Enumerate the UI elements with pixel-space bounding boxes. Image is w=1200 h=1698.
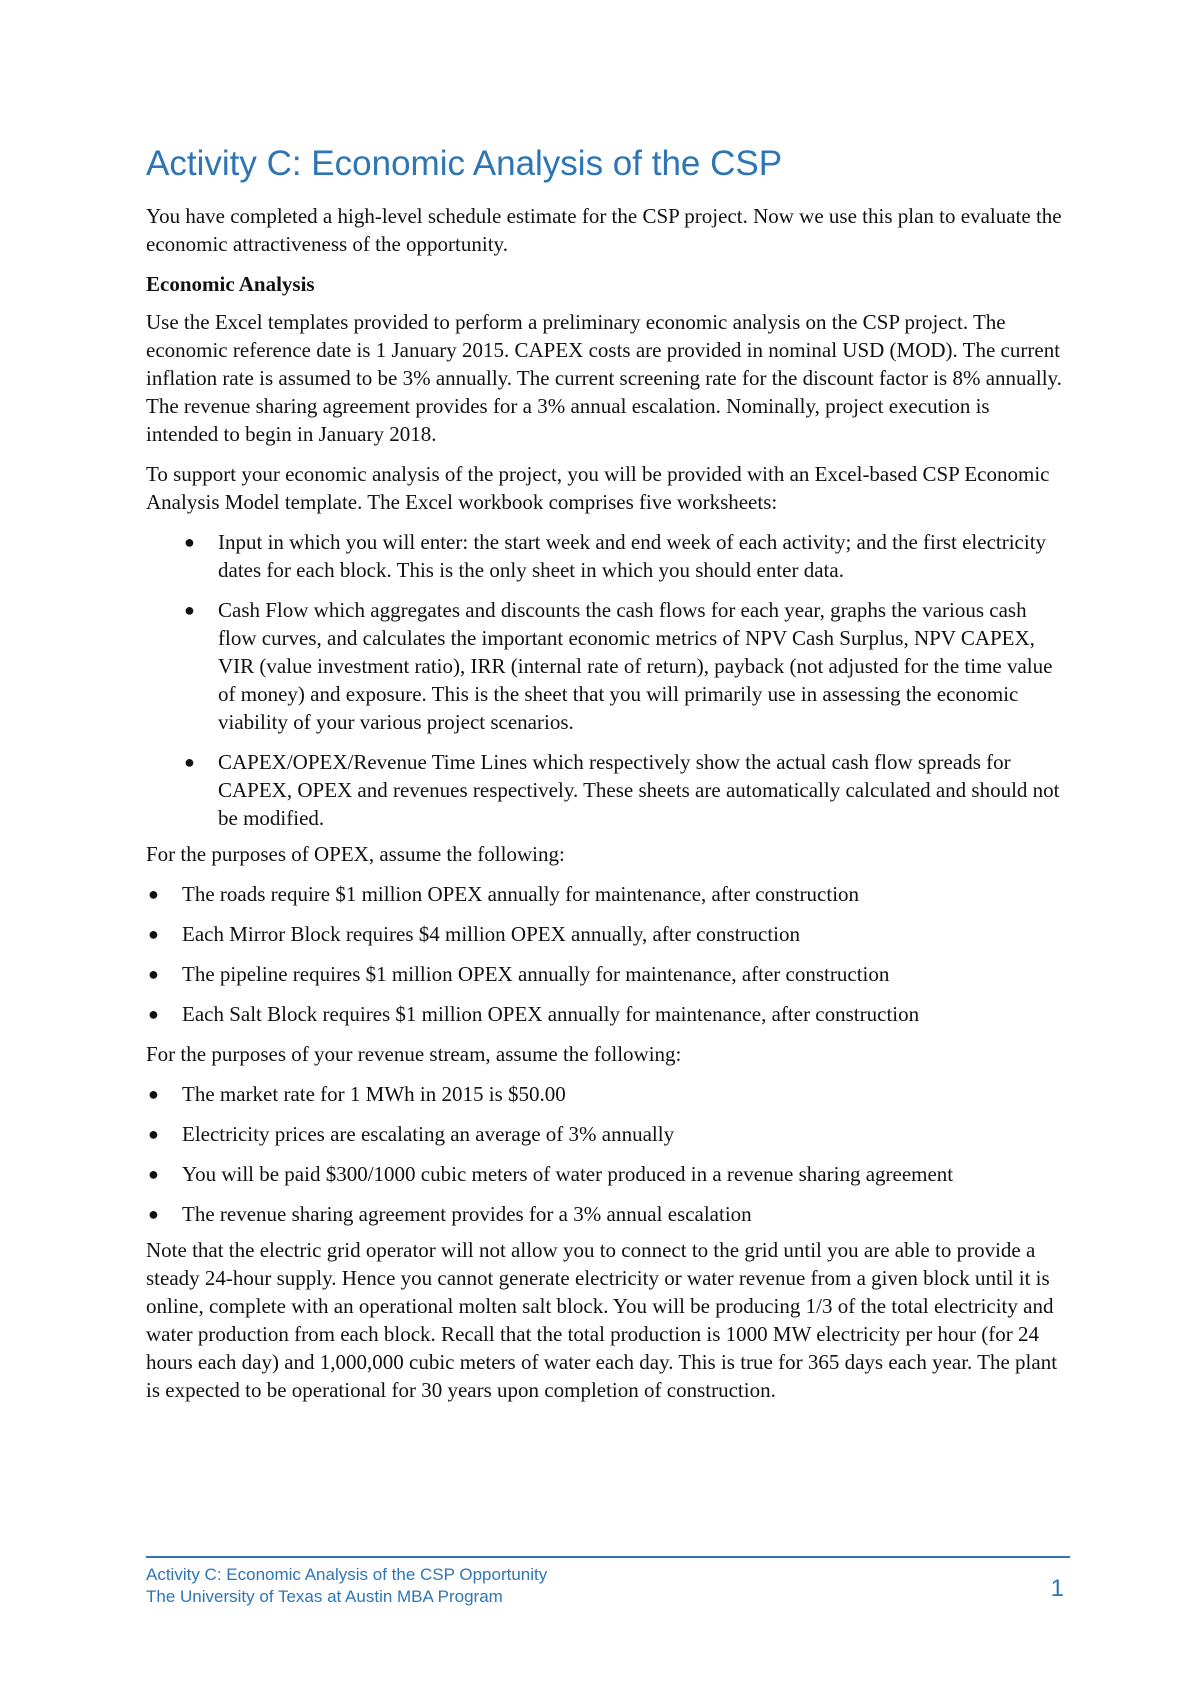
list-item: ● The roads require $1 million OPEX annually for maintenance, after construction [148, 882, 860, 906]
bullet-icon: ● [148, 924, 159, 944]
support-paragraph: To support your economic analysis of the project, you will be provided with an Excel-based CSP Economic Analysis Model template. The Excel workbook comprises five worksheets: [146, 462, 1050, 514]
revenue-intro: For the purposes of your revenue stream, assume the following: [146, 1042, 682, 1066]
bullet-icon: ● [148, 884, 159, 904]
bullet-icon: ● [148, 1084, 159, 1104]
bullet-icon: ● [148, 1204, 159, 1224]
list-item: ● Cash Flow which aggregates and discounts the cash flows for each year, graphs the various cash flow curves, and calculates the important economic metrics of NPV Cash Surplus, NPV CAPEX, VIR (value investment ratio), IRR (internal rate of return), payback (not adjusted for the time value of money) and exposure. This is the sheet that you will primarily use in assessing the economic viability of your various project scenarios. [184, 598, 1053, 734]
section-heading: Economic Analysis [146, 272, 315, 296]
worksheet-list [146, 528, 1066, 832]
note-paragraph: Note that the electric grid operator will not allow you to connect to the grid until you are able to provide a steady 24-hour supply. Hence you cannot generate electricity or water revenue from a given block until it is online, complete with an operational molten salt block. You will be producing 1/3 of the total electricity and water production from each block. Recall that the total production is 1000 MW electricity per hour (for 24 hours each day) and 1,000,000 cubic meters of water each day. This is true for 365 days each year. The plant is expected to be operational for 30 years upon completion of construction. [146, 1238, 1058, 1402]
bullet-icon: ● [184, 600, 195, 620]
footer-line-1: Activity C: Economic Analysis of the CSP Opportunity [146, 1565, 548, 1584]
bullet-icon: ● [148, 964, 159, 984]
bullet-icon: ● [184, 532, 195, 552]
list-item: ● Electricity prices are escalating an average of 3% annually [148, 1122, 675, 1146]
list-item: ● CAPEX/OPEX/Revenue Time Lines which respectively show the actual cash flow spreads for CAPEX, OPEX and revenues respectively. These sheets are automatically calculated and should not be modified. [184, 750, 1060, 830]
page-title: Activity C: Economic Analysis of the CSP [146, 144, 783, 183]
footer-line-2: The University of Texas at Austin MBA Program [146, 1587, 503, 1606]
document-page [146, 142, 1066, 1416]
revenue-list [146, 1080, 1066, 1228]
bullet-icon: ● [148, 1164, 159, 1184]
list-item: ● Input in which you will enter: the start week and end week of each activity; and the first electricity dates for each block. This is the only sheet in which you should enter data. [184, 530, 1047, 582]
bullet-icon: ● [148, 1124, 159, 1144]
list-item: ● The pipeline requires $1 million OPEX annually for maintenance, after construction [148, 962, 890, 986]
bullet-icon: ● [148, 1004, 159, 1024]
list-item: ● The market rate for 1 MWh in 2015 is $50.00 [148, 1082, 566, 1106]
page-number: 1 [1050, 1575, 1064, 1602]
list-item: ● Each Mirror Block requires $4 million OPEX annually, after construction [148, 922, 800, 946]
opex-list [146, 880, 1066, 1028]
list-item: ● Each Salt Block requires $1 million OPEX annually for maintenance, after construction [148, 1002, 920, 1026]
footer-divider [146, 1556, 1070, 1558]
analysis-paragraph: Use the Excel templates provided to perform a preliminary economic analysis on the CSP project. The economic reference date is 1 January 2015. CAPEX costs are provided in nominal USD (MOD). The current inflation rate is assumed to be 3% annually. The current screening rate for the discount factor is 8% annually. The revenue sharing agreement provides for a 3% annual escalation. Nominally, project execution is intended to begin in January 2018. [146, 310, 1062, 446]
list-item: ● The revenue sharing agreement provides for a 3% annual escalation [148, 1202, 752, 1226]
page-footer [146, 1564, 1070, 1608]
bullet-icon: ● [184, 752, 195, 772]
intro-paragraph: You have completed a high-level schedule estimate for the CSP project. Now we use this plan to evaluate the economic attractiveness of the opportunity. [146, 204, 1062, 256]
list-item: ● You will be paid $300/1000 cubic meters of water produced in a revenue sharing agreement [148, 1162, 954, 1186]
opex-intro: For the purposes of OPEX, assume the following: [146, 842, 565, 866]
